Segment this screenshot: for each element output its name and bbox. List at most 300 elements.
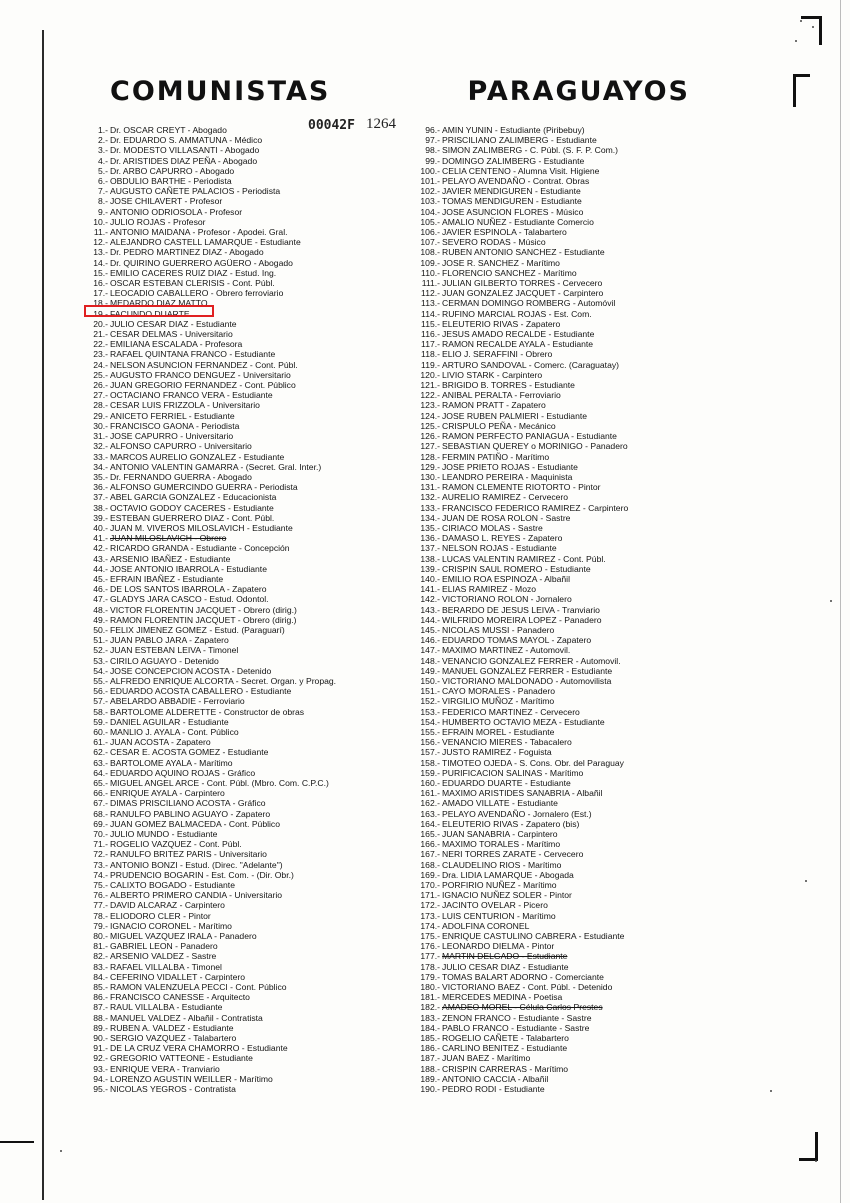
entry-text: DE LA CRUZ VERA CHAMORRO - Estudiante [110,1043,288,1054]
entry-text: JOSE ANTONIO IBARROLA - Estudiante [110,563,267,574]
entry-text: ANTONIO BONZI - Estud. (Direc. "Adelante") [110,859,283,870]
entry-number: 115.- [421,318,440,329]
entry-text: ANICETO FERRIEL - Estudiante [110,410,235,421]
entry-text: EDUARDO AQUINO ROJAS - Gráfico [110,767,256,778]
entry-number: 54.- [93,665,108,676]
entry-text: RAMON VALENZUELA PECCI - Cont. Público [110,982,287,993]
entry-number: 116.- [421,329,440,340]
entry-number: 84.- [93,971,108,982]
entry-number: 158.- [420,757,440,768]
entry-number: 154.- [420,716,440,727]
list-entry [88,196,448,206]
entry-number: 162.- [420,798,440,809]
list-entry [420,717,780,727]
entry-number: 42.- [93,543,108,554]
entry-number: 4.- [97,155,108,166]
list-entry [88,523,448,533]
entry-number: 141.- [420,584,440,595]
list-entry [420,686,780,696]
entry-text: JUAN PABLO JARA - Zapatero [110,635,229,646]
list-entry [88,839,448,849]
entry-number: 73.- [93,859,108,870]
entry-number: 139.- [420,563,440,574]
entry-text: PELAYO AVENDAÑO - Jornalero (Est.) [442,808,592,819]
corner-mark-upper-right [793,74,810,107]
entry-number: 45.- [93,573,108,584]
list-entry [88,176,448,186]
entry-number: 10.- [93,216,108,227]
title-right-word: PARAGUAYOS [467,76,690,107]
list-entry [420,707,780,717]
list-entry [420,227,780,237]
entry-number: 74.- [93,869,108,880]
entry-number: 131.- [420,482,440,493]
list-entry [88,309,448,319]
entry-text: NELSON ASUNCION FERNANDEZ - Cont. Públ. [110,359,298,370]
list-entry [88,972,448,982]
list-entry [420,788,780,798]
list-entry [88,1053,448,1063]
list-entry [420,360,780,370]
entry-number: 6.- [97,176,108,187]
entry-text: IGNACIO CORONEL - Marítimo [110,920,232,931]
entry-number: 161.- [420,788,440,799]
list-entry [420,798,780,808]
entry-number: 177.- [420,951,440,962]
entry-text: Dr. PEDRO MARTINEZ DIAZ - Abogado [110,247,264,258]
list-entry [88,431,448,441]
list-entry [420,809,780,819]
entry-number: 117.- [421,339,440,350]
list-entry [420,962,780,972]
list-entry [88,349,448,359]
entry-text: JUAN GREGORIO FERNANDEZ - Cont. Público [110,380,296,391]
entry-text: MAXIMO ARISTIDES SANABRIA - Albañil [442,788,603,799]
entry-number: 114.- [421,308,440,319]
list-entry [420,452,780,462]
list-entry [420,370,780,380]
entry-number: 184.- [420,1022,440,1033]
entry-text: RANULFO PABLINO AGUAYO - Zapatero [110,808,271,819]
entry-number: 32.- [93,441,108,452]
list-entry [88,676,448,686]
list-entry [420,207,780,217]
scan-speck [60,1150,62,1152]
list-entry [88,992,448,1002]
list-entry [420,125,780,135]
list-entry [420,349,780,359]
entry-text: MEDARDO DIAZ MATTO [110,298,208,309]
entry-text: LEANDRO PEREIRA - Maquinista [442,471,573,482]
list-entry [88,145,448,155]
entry-text: CESAR E. ACOSTA GOMEZ - Estudiante [110,747,269,758]
entry-number: 174.- [420,920,440,931]
entry-text: FELIX JIMENEZ GOMEZ - Estud. (Paraguarí) [110,624,285,635]
entry-number: 2.- [97,135,108,146]
entry-text: EDUARDO DUARTE - Estudiante [442,778,571,788]
left-margin-line [42,30,44,1200]
list-entry [88,635,448,645]
list-entry [88,472,448,482]
list-entry [420,482,780,492]
scan-speck [830,600,832,602]
list-entry [88,217,448,227]
list-entry [88,819,448,829]
entry-text: JUAN BAEZ - Marítimo [442,1053,531,1064]
list-entry [88,360,448,370]
entry-number: 145.- [420,624,440,635]
entry-text: FRANCISCO FEDERICO RAMIREZ - Carpintero [442,502,629,513]
entry-number: 157.- [420,747,440,758]
list-entry [420,380,780,390]
entry-number: 164.- [420,818,440,829]
list-entry [88,656,448,666]
entry-text: DOMINGO ZALIMBERG - Estudiante [442,155,585,166]
entry-number: 62.- [93,747,108,758]
entry-number: 123.- [420,400,440,411]
entry-number: 128.- [420,451,440,462]
list-entry [420,156,780,166]
entry-number: 140.- [420,573,440,584]
entry-text: CERMAN DOMINGO ROMBERG - Automóvil [442,298,616,309]
entry-number: 136.- [420,533,440,544]
entry-number: 19.- [93,308,108,319]
list-entry [88,982,448,992]
list-entry [88,329,448,339]
entry-number: 155.- [420,726,440,737]
list-entry [88,911,448,921]
list-entry [420,196,780,206]
entry-number: 16.- [93,278,108,289]
entry-number: 118.- [421,349,440,360]
scan-speck [800,20,802,22]
entry-number: 30.- [93,420,108,431]
list-entry [420,676,780,686]
entry-number: 14.- [93,257,108,268]
entry-text: Dra. LIDIA LAMARQUE - Abogada [442,869,574,880]
entry-text: ROGELIO VAZQUEZ - Cont. Públ. [110,839,242,850]
entry-text: ANTONIO VALENTIN GAMARRA - (Secret. Gral. Inter.) [110,461,322,472]
entry-text: SERGIO VAZQUEZ - Talabartero [110,1033,237,1044]
entry-text: JOSE R. SANCHEZ - Marítimo [442,257,560,268]
entry-text: FACUNDO DUARTE [110,308,190,319]
list-entry [88,686,448,696]
list-entry [88,482,448,492]
entry-number: 166.- [420,839,440,850]
entry-text: BERARDO DE JESUS LEIVA - Tranviario [442,604,600,615]
entry-number: 133.- [420,502,440,513]
entry-text: CRISPIN CARRERAS - Marítimo [442,1063,569,1074]
scan-speck [770,1090,772,1092]
list-entry [88,452,448,462]
entry-number: 143.- [420,604,440,615]
entry-number: 20.- [93,318,108,329]
entry-number: 43.- [93,553,108,564]
entry-text: VIRGILIO MUÑOZ - Marítimo [442,696,555,707]
list-entry [88,503,448,513]
entry-text: MAXIMO TORALES - Marítimo [442,839,561,850]
list-entry [88,268,448,278]
entry-text: RAFAEL VILLALBA - Timonel [110,961,222,972]
entry-text: ARSENIO VALDEZ - Sastre [110,951,217,962]
list-entry [420,400,780,410]
entry-number: 146.- [420,635,440,646]
list-entry [420,503,780,513]
list-entry [420,258,780,268]
entry-number: 151.- [420,686,440,697]
list-entry [88,135,448,145]
entry-number: 55.- [93,675,108,686]
entry-number: 172.- [420,900,440,911]
entry-text: JUAN ESTEBAN LEIVA - Timonel [110,645,239,656]
entry-text: SIMON ZALIMBERG - C. Públ. (S. F. P. Com.) [442,145,619,156]
list-entry [420,778,780,788]
entry-number: 46.- [93,584,108,595]
entry-text: PRISCILIANO ZALIMBERG - Estudiante [442,135,597,146]
entry-number: 63.- [93,757,108,768]
entry-text: GREGORIO VATTEONE - Estudiante [110,1053,253,1064]
entry-text: JUSTO RAMIREZ - Foguista [442,747,552,758]
entry-number: 156.- [420,737,440,748]
entry-number: 186.- [420,1043,440,1054]
list-entry [420,921,780,931]
list-entry [420,1033,780,1043]
entry-text: MAXIMO MARTINEZ - Automovil. [442,645,571,656]
entry-number: 106.- [420,227,440,238]
entry-number: 144.- [420,614,440,625]
list-entry [88,666,448,676]
entry-text: DAMASO L. REYES - Zapatero [442,533,563,544]
entry-text: VENANCIO GONZALEZ FERRER - Automovil. [442,655,621,666]
entry-text: JOSE CONCEPCION ACOSTA - Detenido [110,665,272,676]
list-entry [88,543,448,553]
list-entry [88,788,448,798]
entry-text: LIVIO STARK - Carpintero [442,369,543,380]
entry-number: 137.- [420,543,440,554]
entry-text: OCTACIANO FRANCO VERA - Estudiante [110,390,273,401]
entry-number: 119.- [421,359,440,370]
entry-text: NICOLAS YEGROS - Contratista [110,1084,236,1095]
entry-text: JOSE PRIETO ROJAS - Estudiante [442,461,578,472]
entry-text: TOMAS BALART ADORNO - Comerciante [442,971,604,982]
entry-number: 12.- [93,237,108,248]
entry-number: 49.- [93,614,108,625]
entry-number: 44.- [93,563,108,574]
entry-number: 87.- [93,1002,108,1013]
list-entry [420,890,780,900]
list-entry [420,615,780,625]
entry-text: VICTOR FLORENTIN JACQUET - Obrero (dirig.) [110,604,297,615]
entry-text: JAVIER MENDIGUREN - Estudiante [442,186,581,197]
entry-text: MARTIN DELGADO - Estudiante [442,951,568,962]
entry-text: ELEUTERIO RIVAS - Zapatero (bis) [442,818,580,829]
list-entry [88,339,448,349]
entry-text: ARSENIO IBAÑEZ - Estudiante [110,553,231,564]
list-entry [88,900,448,910]
list-entry [420,605,780,615]
entry-text: LUCAS VALENTIN RAMIREZ - Cont. Públ. [442,553,606,564]
list-entry [88,941,448,951]
entry-number: 33.- [93,451,108,462]
entry-text: BRIGIDO B. TORRES - Estudiante [442,380,575,391]
entry-number: 122.- [420,390,440,401]
entry-text: CLAUDELINO RIOS - Marítimo [442,859,562,870]
entry-number: 34.- [93,461,108,472]
entry-number: 103.- [420,196,440,207]
list-entry [420,1053,780,1063]
entry-number: 124.- [420,410,440,421]
entry-number: 129.- [420,461,440,472]
entry-number: 88.- [93,1012,108,1023]
list-entry [420,309,780,319]
list-entry [88,717,448,727]
list-entry [420,819,780,829]
entry-text: AURELIO RAMIREZ - Cervecero [442,492,569,503]
entry-number: 112.- [421,288,440,299]
entry-text: JULIO CESAR DIAZ - Estudiante [442,961,569,972]
entry-number: 91.- [93,1043,108,1054]
entry-text: MARCOS AURELIO GONZALEZ - Estudiante [110,451,285,462]
entry-text: ALFREDO ENRIQUE ALCORTA - Secret. Organ. y Propag. [110,675,337,686]
list-entry [420,727,780,737]
entry-text: RAFAEL QUINTANA FRANCO - Estudiante [110,349,276,360]
entry-text: JOSE RUBEN PALMIERI - Estudiante [442,410,588,421]
list-entry [420,411,780,421]
list-entry [420,768,780,778]
list-entry [420,492,780,502]
entry-number: 83.- [93,961,108,972]
list-entry [88,319,448,329]
entry-number: 29.- [93,410,108,421]
entry-text: LEONARDO DIELMA - Pintor [442,941,555,952]
list-entry [88,1013,448,1023]
entry-number: 182.- [420,1002,440,1013]
list-entry [88,156,448,166]
entry-text: CIRIACO MOLAS - Sastre [442,522,543,533]
list-entry [420,268,780,278]
entry-text: FRANCISCO GAONA - Periodista [110,420,240,431]
list-entry [420,339,780,349]
entry-number: 9.- [97,206,108,217]
entry-text: RAMON FLORENTIN JACQUET - Obrero (dirig.) [110,614,297,625]
list-entry [88,931,448,941]
entry-text: CELIA CENTENO - Alumna Visit. Higiene [442,165,600,176]
entry-number: 107.- [420,237,440,248]
entry-text: FRANCISCO CANESSE - Arquitecto [110,992,250,1003]
list-entry [420,472,780,482]
entry-text: ESTEBAN GUERRERO DIAZ - Cont. Públ. [110,512,275,523]
list-entry [420,951,780,961]
entry-number: 67.- [93,798,108,809]
list-entry [88,258,448,268]
entry-text: AUGUSTO CAÑETE PALACIOS - Periodista [110,186,281,197]
entry-text: Dr. EDUARDO S. AMMATUNA - Médico [110,135,263,146]
entry-text: PABLO FRANCO - Estudiante - Sastre [442,1022,590,1033]
entry-text: PEDRO RODI - Estudiante [442,1084,545,1095]
list-entry [420,543,780,553]
entry-text: JULIO MUNDO - Estudiante [110,829,218,840]
entry-number: 66.- [93,788,108,799]
entry-number: 147.- [420,645,440,656]
list-entry [88,513,448,523]
entry-text: JULIO CESAR DIAZ - Estudiante [110,318,237,329]
entry-text: AMADO VILLATE - Estudiante [442,798,558,809]
entry-number: 108.- [420,247,440,258]
list-entry [420,247,780,257]
entry-number: 17.- [93,288,108,299]
entry-number: 21.- [93,329,108,340]
entry-number: 171.- [420,890,440,901]
entry-text: FEDERICO MARTINEZ - Cervecero [442,706,580,717]
entry-text: RAMON CLEMENTE RIOTORTO - Pintor [442,482,601,493]
entry-number: 101.- [420,176,440,187]
list-entry [420,431,780,441]
entry-text: OCTAVIO GODOY CACERES - Estudiante [110,502,274,513]
entry-number: 64.- [93,767,108,778]
entry-number: 24.- [93,359,108,370]
entry-text: RAMON PERFECTO PANIAGUA - Estudiante [442,431,617,442]
entry-text: Dr. FERNANDO GUERRA - Abogado [110,471,252,482]
entry-number: 90.- [93,1033,108,1044]
scan-speck [795,40,797,42]
entry-text: NERI TORRES ZARATE - Cervecero [442,849,584,860]
list-entry [88,1084,448,1094]
entry-text: EFRAIN MOREL - Estudiante [442,726,555,737]
list-entry [88,1074,448,1084]
entry-number: 52.- [93,645,108,656]
list-entry [420,635,780,645]
entry-number: 99.- [425,155,440,166]
entry-text: CALIXTO BOGADO - Estudiante [110,880,235,891]
entry-number: 3.- [97,145,108,156]
list-entry [88,421,448,431]
entry-text: MANLIO J. AYALA - Cont. Público [110,726,239,737]
list-entry [88,809,448,819]
entry-number: 185.- [420,1033,440,1044]
list-entry [420,1013,780,1023]
entry-text: DANIEL AGUILAR - Estudiante [110,716,229,727]
entry-number: 121.- [420,380,440,391]
entry-number: 150.- [420,675,440,686]
entry-number: 153.- [420,706,440,717]
entry-number: 27.- [93,390,108,401]
entry-number: 111.- [421,278,440,289]
list-entry [88,962,448,972]
list-entry [88,1033,448,1043]
list-entry [88,370,448,380]
list-entry [420,584,780,594]
entry-number: 169.- [420,869,440,880]
entry-number: 69.- [93,818,108,829]
entry-text: CRISPULO PEÑA - Mecánico [442,420,556,431]
entry-number: 78.- [93,910,108,921]
entry-text: ENRIQUE AYALA - Carpintero [110,788,225,799]
list-entry [88,380,448,390]
entry-number: 149.- [420,665,440,676]
entry-number: 130.- [420,471,440,482]
entry-number: 104.- [420,206,440,217]
entry-text: RUFINO MARCIAL ROJAS - Est. Com. [442,308,592,319]
entry-text: ALFONSO CAPURRO - Universitario [110,441,252,452]
entry-text: FLORENCIO SANCHEZ - Marítimo [442,267,577,278]
list-entry [88,768,448,778]
entry-text: ABEL GARCIA GONZALEZ - Educacionista [110,492,277,503]
entry-number: 35.- [93,471,108,482]
entry-number: 65.- [93,778,108,788]
entry-text: JUAN GONZALEZ JACQUET - Carpintero [442,288,604,299]
entry-number: 181.- [420,992,440,1003]
entry-text: ANIBAL PERALTA - Ferroviario [442,390,561,401]
